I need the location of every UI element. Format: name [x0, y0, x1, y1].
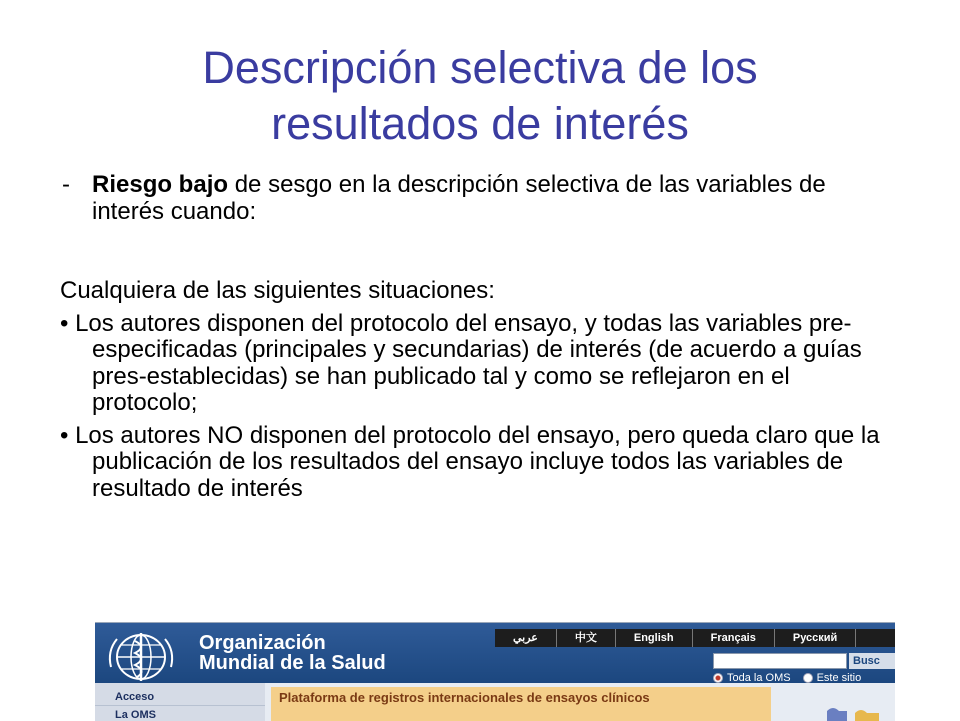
radio-this-site[interactable] [803, 673, 813, 683]
org-line-2: Mundial de la Salud [199, 652, 386, 674]
title-line-2: resultados de interés [271, 98, 689, 149]
bullet-item-2: • Los autores NO disponen del protocolo del ensayo, pero queda claro que la publicación de los resultados del ensayo incluye todos las variables de resultado de interés [60, 421, 880, 502]
intro-text: Cualquiera de las siguientes situaciones: [60, 277, 495, 304]
who-emblem-icon [101, 627, 181, 683]
criterion-bold: Riesgo bajo [92, 171, 229, 198]
sidebar-item-la-oms[interactable]: La OMS [115, 709, 156, 721]
radio-this-site-label: Este sitio [816, 672, 862, 684]
search-input[interactable] [713, 653, 847, 669]
sidebar-item-acceso[interactable]: Acceso [115, 691, 155, 703]
who-header [95, 623, 895, 683]
dash-marker: - [62, 171, 70, 198]
search-button[interactable]: Busc [849, 653, 895, 669]
lang-chinese[interactable]: 中文 [557, 629, 616, 647]
ictrp-banner: Plataforma de registros internacionales de ensayos clínicos [271, 687, 771, 721]
puzzle-graphic-icon [819, 705, 889, 721]
bullet-item-1: • Los autores disponen del protocolo del ensayo, y todas las variables pre-especificadas (principales y secundarias) de interés (de acuerdo a guías pres-establecidas) se han publicado tal y como se reflejaron en el protocolo; [60, 309, 862, 416]
slide-body [60, 172, 900, 502]
lang-arabic[interactable]: عربي [495, 629, 557, 647]
language-bar [495, 629, 895, 647]
criterion-item [60, 172, 900, 225]
radio-all-who[interactable] [713, 673, 723, 683]
lang-russian[interactable]: Русский [775, 629, 856, 647]
lang-french[interactable]: Français [693, 629, 775, 647]
lang-english[interactable]: English [616, 629, 693, 647]
slide-title [0, 40, 960, 152]
who-org-name[interactable] [199, 633, 386, 673]
radio-all-who-label: Toda la OMS [727, 672, 791, 684]
criterion-text: de sesgo en la descripción selectiva de las variables de interés cuando: [92, 171, 826, 225]
who-sidebar [95, 683, 265, 721]
search-scope [713, 672, 873, 684]
title-line-1: Descripción selectiva de los [202, 42, 758, 93]
who-website-screenshot [95, 622, 895, 721]
org-line-1: Organización [199, 632, 326, 654]
